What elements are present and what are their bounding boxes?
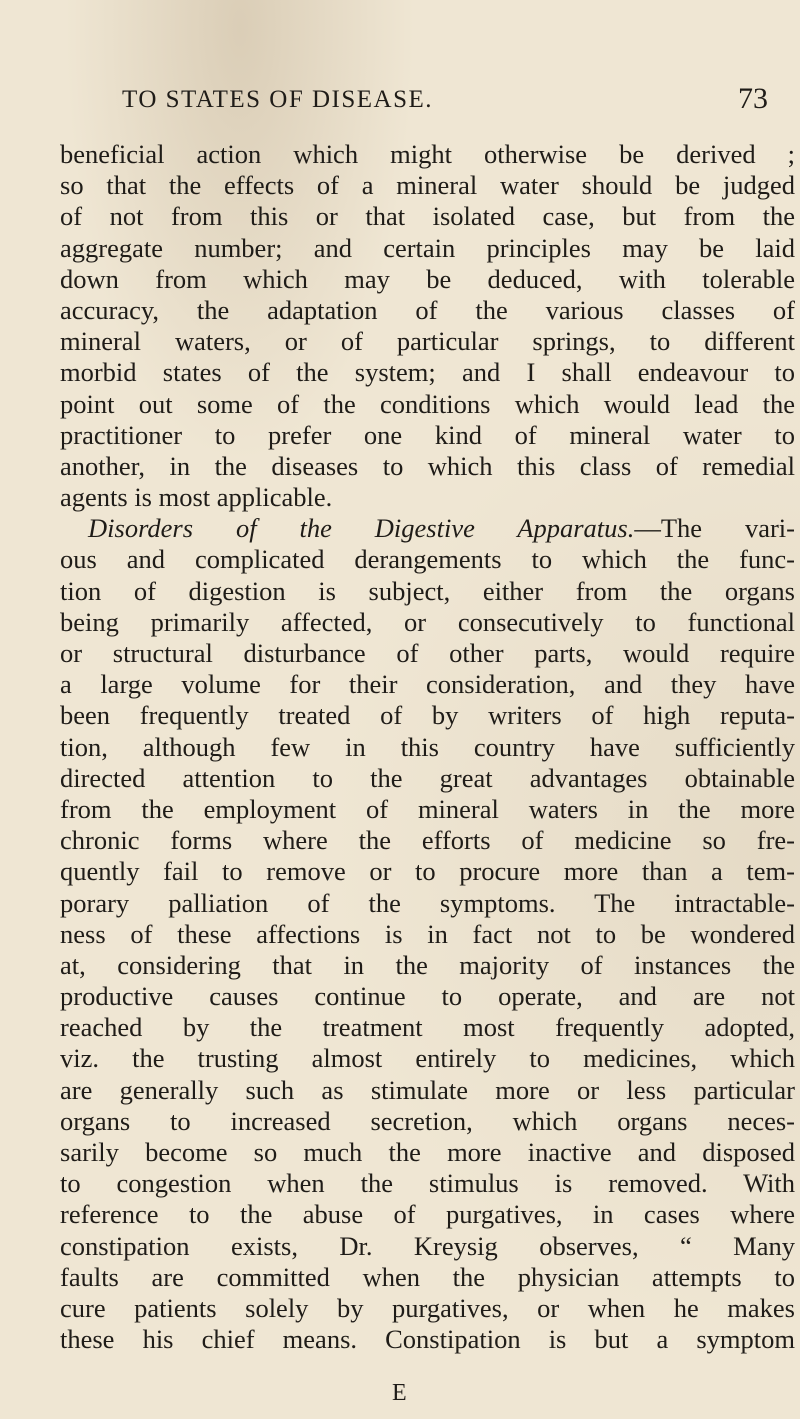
- text-line: to congestion when the stimulus is removed. With: [60, 1168, 795, 1199]
- text-line: another, in the diseases to which this class of remedial: [60, 450, 795, 481]
- text-line: are generally such as stimulate more or less particular: [60, 1074, 795, 1105]
- text-line: organs to increased secretion, which organs neces-: [60, 1105, 795, 1136]
- section-first-line: [60, 513, 795, 544]
- text-line: mineral waters, or of particular springs, to different: [60, 326, 795, 357]
- text-line: of not from this or that isolated case, but from the: [60, 201, 795, 232]
- text-line: tion, although few in this country have sufficiently: [60, 731, 795, 762]
- page-header: [122, 82, 792, 126]
- text-line: chronic forms where the efforts of medicine so fre-: [60, 825, 795, 856]
- section-heading: Disorders of the Digestive Apparatus.: [88, 513, 635, 544]
- text-line: been frequently treated of by writers of high reputa-: [60, 700, 795, 731]
- text-line: morbid states of the system; and I shall endeavour to: [60, 357, 795, 388]
- text-line: at, considering that in the majority of instances the: [60, 949, 795, 980]
- text-line: being primarily affected, or consecutively to functional: [60, 606, 795, 637]
- text-line: ous and complicated derangements to which the func-: [60, 544, 795, 575]
- text-line: beneficial action which might otherwise be derived ;: [60, 139, 795, 169]
- text-line: aggregate number; and certain principles may be laid: [60, 232, 795, 263]
- text-line: directed attention to the great advantages obtainable: [60, 762, 795, 793]
- text-line: point out some of the conditions which would lead the: [60, 388, 795, 419]
- text-line: porary palliation of the symptoms. The intractable-: [60, 887, 795, 918]
- text-line: ness of these affections is in fact not to be wondered: [60, 918, 795, 949]
- section-lead-in: —The vari-: [634, 513, 795, 544]
- text-line: down from which may be deduced, with tolerable: [60, 263, 795, 294]
- text-line: so that the effects of a mineral water should be judged: [60, 170, 795, 201]
- text-line: quently fail to remove or to procure more than a tem-: [60, 856, 795, 887]
- text-line: reached by the treatment most frequently adopted,: [60, 1012, 795, 1043]
- text-line: accuracy, the adaptation of the various classes of: [60, 294, 795, 325]
- text-line: or structural disturbance of other parts, would require: [60, 638, 795, 668]
- text-line: sarily become so much the more inactive and disposed: [60, 1137, 795, 1167]
- text-line: productive causes continue to operate, and are not: [60, 981, 795, 1012]
- text-line: tion of digestion is subject, either from the organs: [60, 575, 795, 606]
- text-line: from the employment of mineral waters in the more: [60, 793, 795, 824]
- text-line: cure patients solely by purgatives, or when he makes: [60, 1292, 795, 1323]
- text-line: viz. the trusting almost entirely to medicines, which: [60, 1043, 795, 1074]
- text-line: faults are committed when the physician attempts to: [60, 1261, 795, 1292]
- text-line: constipation exists, Dr. Kreysig observes, “ Many: [60, 1230, 795, 1261]
- text-line: reference to the abuse of purgatives, in cases where: [60, 1199, 795, 1230]
- text-line: these his chief means. Constipation is but a symptom: [60, 1324, 795, 1355]
- text-line: a large volume for their consideration, and they have: [60, 669, 795, 700]
- page-number: 73: [738, 82, 768, 115]
- signature-mark: E: [392, 1380, 407, 1406]
- text-line: practitioner to prefer one kind of mineral water to: [60, 419, 795, 450]
- running-title: TO STATES OF DISEASE.: [122, 86, 434, 113]
- text-line: agents is most applicable.: [60, 482, 333, 513]
- body-text: [60, 139, 795, 1355]
